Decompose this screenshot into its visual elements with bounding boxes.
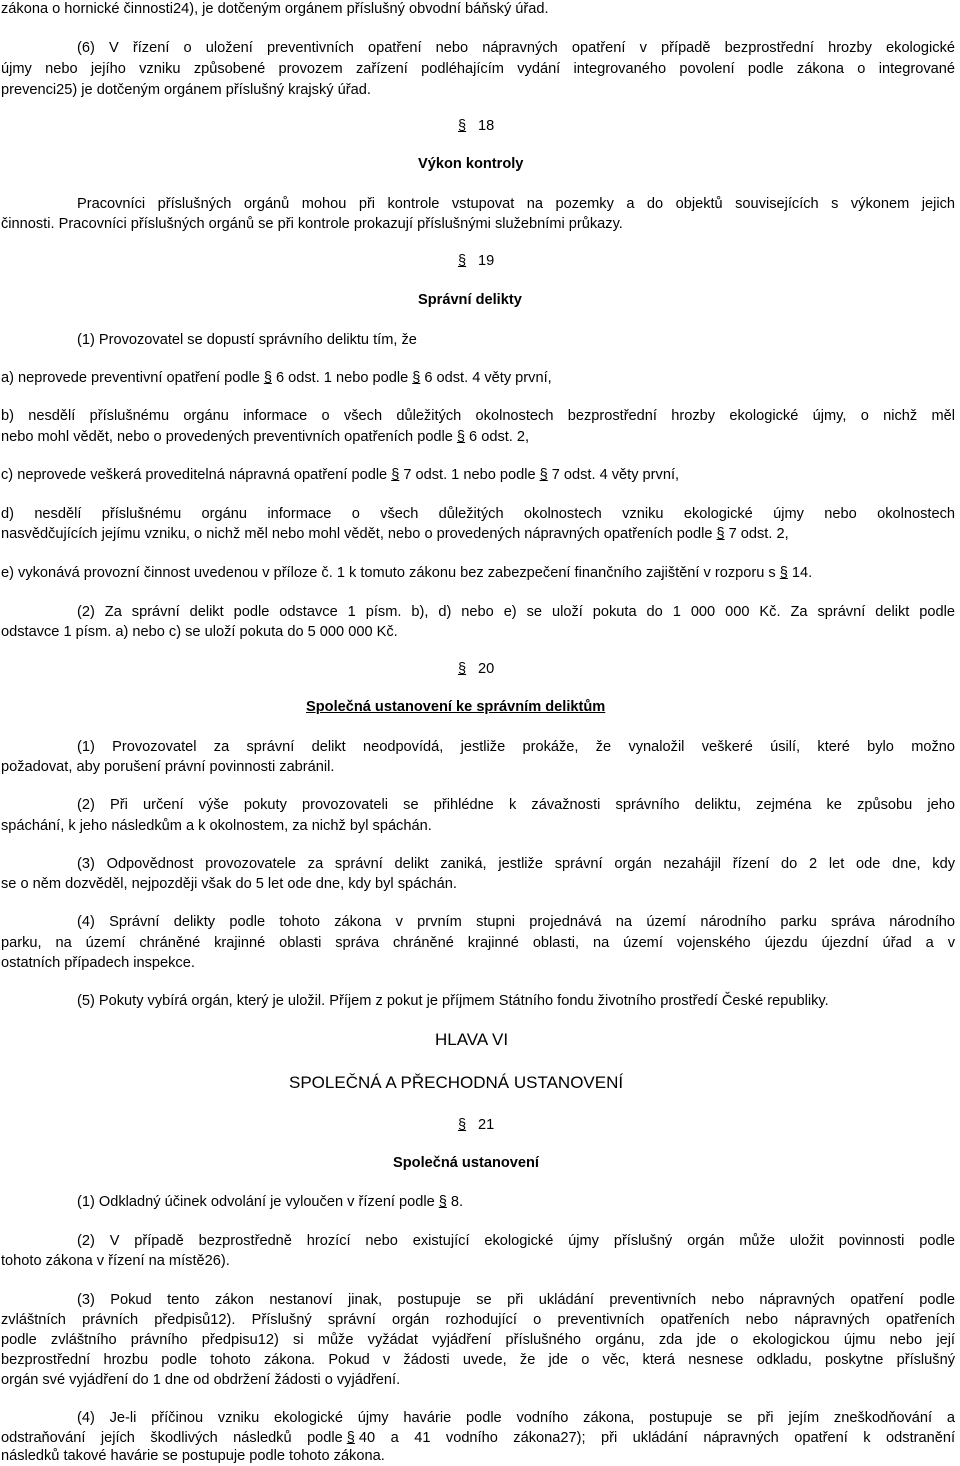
paragraph-text: odstraňování jejích škodlivých následků podle [1, 1430, 343, 1446]
paragraph-text: (2) Za správní delikt podle odstavce 1 písm. b), d) nebo e) se uloží pokuta do 1 000 000 Kč. Za správní delikt podle [77, 604, 955, 620]
section-number: 18 [478, 118, 495, 134]
paragraph-line: újmy nebo jejího vzniku způsobené provozem zařízení podléhajícím vydání integrovaného povolení podle zákona o integrované [1, 61, 955, 77]
list-item-text: e) vykonává provozní činnost uvedenou v příloze č. 1 k tomuto zákonu bez zabezpečení finančního zajištění v rozporu s [1, 565, 776, 581]
list-item: d) nesdělí příslušnému orgánu informace o všech důležitých okolnostech vzniku ekologické újmy nebo okolnostech [1, 506, 955, 522]
paragraph-line [1, 1233, 955, 1250]
section-sign-icon: § [438, 1194, 447, 1210]
section-number: 21 [478, 1117, 495, 1133]
list-item-text: a) neprovede preventivní opatření podle [1, 370, 260, 386]
paragraph-line: orgán své vyjádření do 1 dne od obdržení žádosti o vyjádření. [1, 1372, 401, 1388]
section-number-18 [458, 118, 494, 135]
paragraph-line [1, 1430, 955, 1447]
section-number: 19 [478, 253, 495, 269]
paragraph-line: podle zvláštního právního předpisu12) si může vyžádat vyjádření příslušného orgánu, zda jde o ekologickou újmu nebo její [1, 1332, 955, 1348]
list-item [1, 565, 812, 582]
paragraph-line: se o něm dozvěděl, nejpozději však do 5 let ode dne, kdy byl spáchán. [1, 876, 457, 892]
section-title: Společná ustanovení ke správním deliktům [306, 699, 606, 715]
section-number-21 [458, 1117, 494, 1134]
paragraph-line: tohoto zákona v řízení na místě26). [1, 1253, 230, 1269]
section-title: Společná ustanovení [393, 1155, 539, 1171]
paragraph-text: (6) V řízení o uložení preventivních opatření nebo nápravných opatření v případě bezprostřední hrozby ekologické [77, 40, 955, 56]
paragraph-text: 8. [450, 1194, 464, 1210]
section-sign-icon: § [716, 526, 725, 542]
list-item-line [1, 526, 789, 543]
list-item-text: 6 odst. 4 věty první, [424, 370, 552, 386]
section-sign-icon: § [346, 1430, 355, 1446]
paragraph-line [1, 739, 955, 756]
list-item-text: 7 odst. 1 nebo podle [403, 467, 536, 483]
paragraph-line [1, 914, 955, 931]
paragraph-line: následků takové havárie se postupuje podle tohoto zákona. [1, 1448, 385, 1464]
paragraph-text: (4) Správní delikty podle tohoto zákona v prvním stupni projednává na území národního parku správa národního [77, 914, 955, 930]
section-sign-icon: § [779, 565, 788, 581]
paragraph-text: (2) Při určení výše pokuty provozovateli se přihlédne k závažnosti správního deliktu, zejména ke způsobu jeho [77, 797, 955, 813]
paragraph-line [1, 196, 955, 213]
paragraph-line: (5) Pokuty vybírá orgán, který je uložil. Příjem z pokut je příjmem Státního fondu životního prostředí České republiky. [77, 993, 829, 1009]
list-item-text: nasvědčujících jejímu vzniku, o nichž měl nebo mohl vědět, nebo o provedených nápravných opatřeních podle [1, 526, 713, 542]
section-sign-icon: § [458, 118, 467, 134]
paragraph-line: parku, na území chráněné krajinné oblasti správa chráněné krajinné oblasti, na území vojenského újezdu újezdní úřad a v [1, 935, 955, 951]
list-item-text: 7 odst. 4 věty první, [551, 467, 680, 483]
section-sign-icon: § [458, 661, 467, 677]
paragraph-line: spáchání, k jeho následkům a k okolnostem, za nichž byl spáchán. [1, 818, 432, 834]
paragraph-text: 40 a 41 vodního zákona27); při ukládání nápravných opatření k odstranění [358, 1430, 956, 1446]
paragraph-line [1, 856, 955, 873]
paragraph-line [1, 1410, 955, 1427]
section-title: Výkon kontroly [418, 156, 524, 172]
list-item-text: nebo mohl vědět, nebo o provedených preventivních opatřeních podle [1, 429, 453, 445]
list-item [1, 467, 679, 484]
paragraph-line: (1) Provozovatel se dopustí správního deliktu tím, že [77, 332, 417, 348]
paragraph-line: bezprostřední hrozbu podle tohoto zákona. Pokud v žádosti uvede, že jde o věc, která nesnese odkladu, poskytne příslušný [1, 1352, 955, 1368]
list-item-text: 7 odst. 2, [728, 526, 789, 542]
list-item-text: c) neprovede veškerá proveditelná nápravná opatření podle [1, 467, 388, 483]
paragraph-text: (1) Provozovatel za správní delikt neodpovídá, jestliže prokáže, že vynaložil veškeré úsilí, které bylo možno [77, 739, 955, 755]
section-sign-icon: § [458, 1117, 467, 1133]
text-line: zákona o hornické činnosti24), je dotčeným orgánem příslušný obvodní báňský úřad. [1, 1, 549, 17]
section-number-19 [458, 253, 494, 270]
paragraph-line [1, 797, 955, 814]
section-sign-icon: § [456, 429, 466, 445]
section-sign-icon: § [412, 370, 421, 386]
section-sign-icon: § [458, 253, 467, 269]
paragraph-text: (3) Pokud tento zákon nestanoví jinak, postupuje se při ukládání preventivních nebo nápravných opatření podle [77, 1292, 955, 1308]
section-title: Správní delikty [418, 292, 522, 308]
paragraph-line: ostatních případech inspekce. [1, 955, 195, 971]
paragraph-text: (1) Odkladný účinek odvolání je vyloučen v řízení podle [77, 1194, 435, 1210]
paragraph-text: (2) V případě bezprostředně hrozící nebo existující ekologické újmy příslušný orgán může uložit povinnosti podle [77, 1233, 955, 1249]
section-number: 20 [478, 661, 495, 677]
section-number-20 [458, 661, 494, 678]
list-item-text: 14. [791, 565, 813, 581]
section-sign-icon: § [263, 370, 272, 386]
paragraph-text: Pracovníci příslušných orgánů mohou při kontrole vstupovat na pozemky a do objektů souvisejících s výkonem jejich [77, 196, 955, 212]
paragraph-line [1, 40, 955, 57]
paragraph-line: požadovat, aby porušení právní povinnosti zabránil. [1, 759, 335, 775]
paragraph-line: činnosti. Pracovníci příslušných orgánů se při kontrole prokazují příslušnými služebními průkazy. [1, 216, 623, 232]
paragraph-line: odstavce 1 písm. a) nebo c) se uloží pokuta do 5 000 000 Kč. [1, 624, 398, 640]
paragraph-line: prevenci25) je dotčeným orgánem příslušný krajský úřad. [1, 82, 371, 98]
paragraph-line [1, 1292, 955, 1309]
section-sign-icon: § [391, 467, 400, 483]
paragraph-line [1, 604, 955, 621]
paragraph-line: zvláštních právních předpisů12). Příslušný správní orgán rozhodující o preventivních opatřeních nebo nápravných opatřeních [1, 1312, 955, 1328]
paragraph-text: (3) Odpovědnost provozovatele za správní delikt zaniká, jestliže správní orgán nezahájil řízení do 2 let ode dne, kdy [77, 856, 955, 872]
list-item-text: 6 odst. 2, [469, 429, 530, 445]
list-item [1, 370, 552, 387]
list-item-line [1, 429, 529, 446]
paragraph-line [77, 1194, 463, 1211]
list-item: b) nesdělí příslušnému orgánu informace o všech důležitých okolnostech bezprostřední hrozby ekologické újmy, o nichž měl [1, 408, 955, 424]
list-item-text: 6 odst. 1 nebo podle [275, 370, 409, 386]
chapter-title: SPOLEČNÁ A PŘECHODNÁ USTANOVENÍ [289, 1073, 624, 1092]
section-sign-icon: § [539, 467, 548, 483]
chapter-heading: HLAVA VI [435, 1030, 509, 1049]
paragraph-text: (4) Je-li příčinou vzniku ekologické újmy havárie podle vodního zákona, postupuje se při jejím zneškodňování a [77, 1410, 955, 1426]
